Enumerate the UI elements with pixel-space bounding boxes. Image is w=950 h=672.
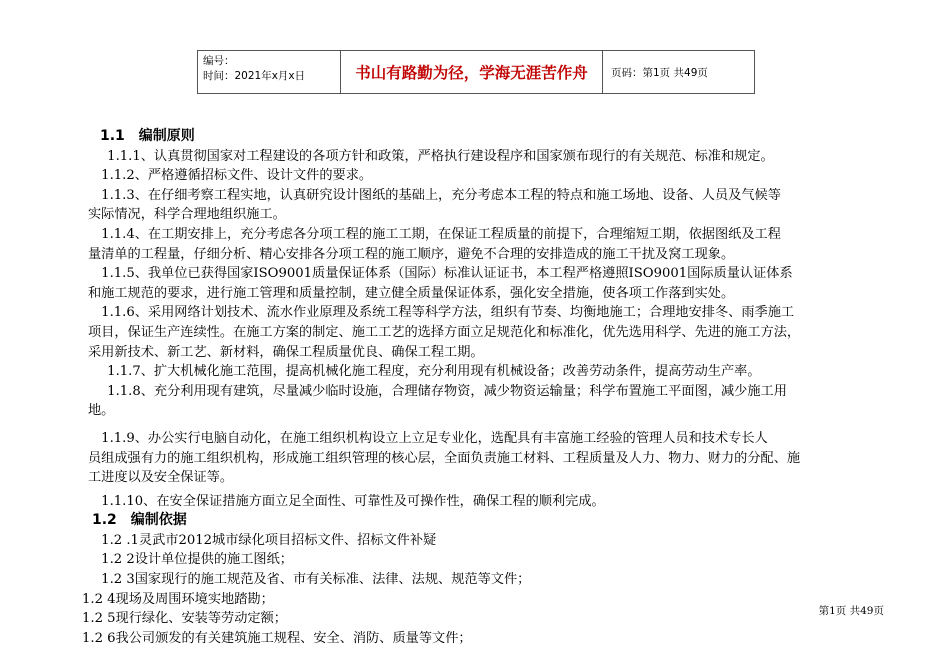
text-line: 1.2 .1灵武市2012城市绿化项目招标文件、招标文件补疑 xyxy=(88,532,437,548)
text-line: 1.1.7、扩大机械化施工范围，提高机械化施工程度，充分利用现有机械设备；改善劳动条件，提高劳动生产率。 xyxy=(94,364,761,380)
section-heading-basis: 1.2 编制依据 xyxy=(92,512,187,529)
section-heading-principles: 1.1 编制原则 xyxy=(100,128,195,144)
text-line: 1.1.2、严格遵循招标文件、设计文件的要求。 xyxy=(88,168,373,184)
text-line: 工进度以及安全保证等。 xyxy=(88,470,234,486)
text-line: 1.2 3国家现行的施工规范及省、市有关标准、法律、法规、规范等文件； xyxy=(88,572,531,588)
text-line: 实际情况，科学合理地组织施工。 xyxy=(88,207,286,223)
text-line: 1.2 6我公司颁发的有关建筑施工规程、安全、消防、质量等文件； xyxy=(82,630,472,646)
text-line: 项目，保证生产连续性。在施工方案的制定、施工工艺的选择方面立足规范化和标准化，优先选用科学、先进的施工方法， xyxy=(88,324,801,340)
document-body xyxy=(82,127,888,648)
section-basis-body xyxy=(82,531,888,649)
text-line: 1.1.1、认真贯彻国家对工程建设的各项方针和政策，严格执行建设程序和国家颁布现行的有关规范、标准和规定。 xyxy=(94,148,774,164)
text-line: 和施工规范的要求，进行施工管理和质量控制，建立健全质量保证体系，强化安全措施，使各项工作落到实处。 xyxy=(88,285,735,301)
text-line: 1.1.4、在工期安排上，充分考虑各分项工程的施工工期，在保证工程质量的前提下，合理缩短工期，依据图纸及工程 xyxy=(88,226,781,242)
text-line: 1.1.8、充分利用现有建筑，尽量减少临时设施，合理储存物资，减少物资运输量；科学布置施工平面图，减少施工用 xyxy=(94,383,787,399)
header-page-number: 页码：第1页 共49页 xyxy=(611,66,708,79)
document-number-label: 编号： xyxy=(203,55,235,67)
text-line: 1.1.10、在安全保证措施方面立足全面性、可靠性及可操作性，确保工程的顺利完成。 xyxy=(88,493,605,509)
text-line: 采用新技术、新工艺、新材料，确保工程质量优良、确保工程工期。 xyxy=(88,344,484,360)
text-line: 1.2 4现场及周围环境实地踏勘； xyxy=(82,591,274,607)
section-principles-body xyxy=(88,147,888,512)
text-line: 1.1.3、在仔细考察工程实地，认真研究设计图纸的基础上，充分考虑本工程的特点和施工场地、设备、人员及气候等 xyxy=(88,187,781,203)
text-line: 量清单的工程量，仔细分析、精心安排各分项工程的施工顺序，避免不合理的安排造成的施工干扰及窝工现象。 xyxy=(88,246,735,262)
page-footer-number: 第1页 共49页 xyxy=(818,605,884,617)
text-line: 员组成强有力的施工组织机构，形成施工组织管理的核心层，全面负责施工材料、工程质量及人力、物力、财力的分配、施 xyxy=(88,450,801,466)
text-line: 1.1.9、办公实行电脑自动化，在施工组织机构设立上立足专业化，选配具有丰富施工经验的管理人员和技术专长人 xyxy=(88,430,768,446)
text-line: 1.2 2设计单位提供的施工图纸； xyxy=(88,552,293,568)
page-header-table xyxy=(197,50,755,94)
text-line: 1.1.6、采用网络计划技术、流水作业原理及系统工程等科学方法，组织有节奏、均衡地施工；合理地安排冬、雨季施工 xyxy=(88,305,795,321)
document-time-label: 时间：2021年x月x日 xyxy=(203,70,306,82)
text-line: 1.1.5、我单位已获得国家ISO9001质量保证体系（国际）标准认证证书，本工程严格遵照ISO9001国际质量认证体系 xyxy=(88,266,793,282)
header-meta-cell xyxy=(198,51,341,93)
header-motto: 书山有路勤为径，学海无涯苦作舟 xyxy=(341,51,603,93)
text-line: 地。 xyxy=(88,403,115,419)
text-line: 1.2 5现行绿化、安装等劳动定额； xyxy=(82,611,287,627)
